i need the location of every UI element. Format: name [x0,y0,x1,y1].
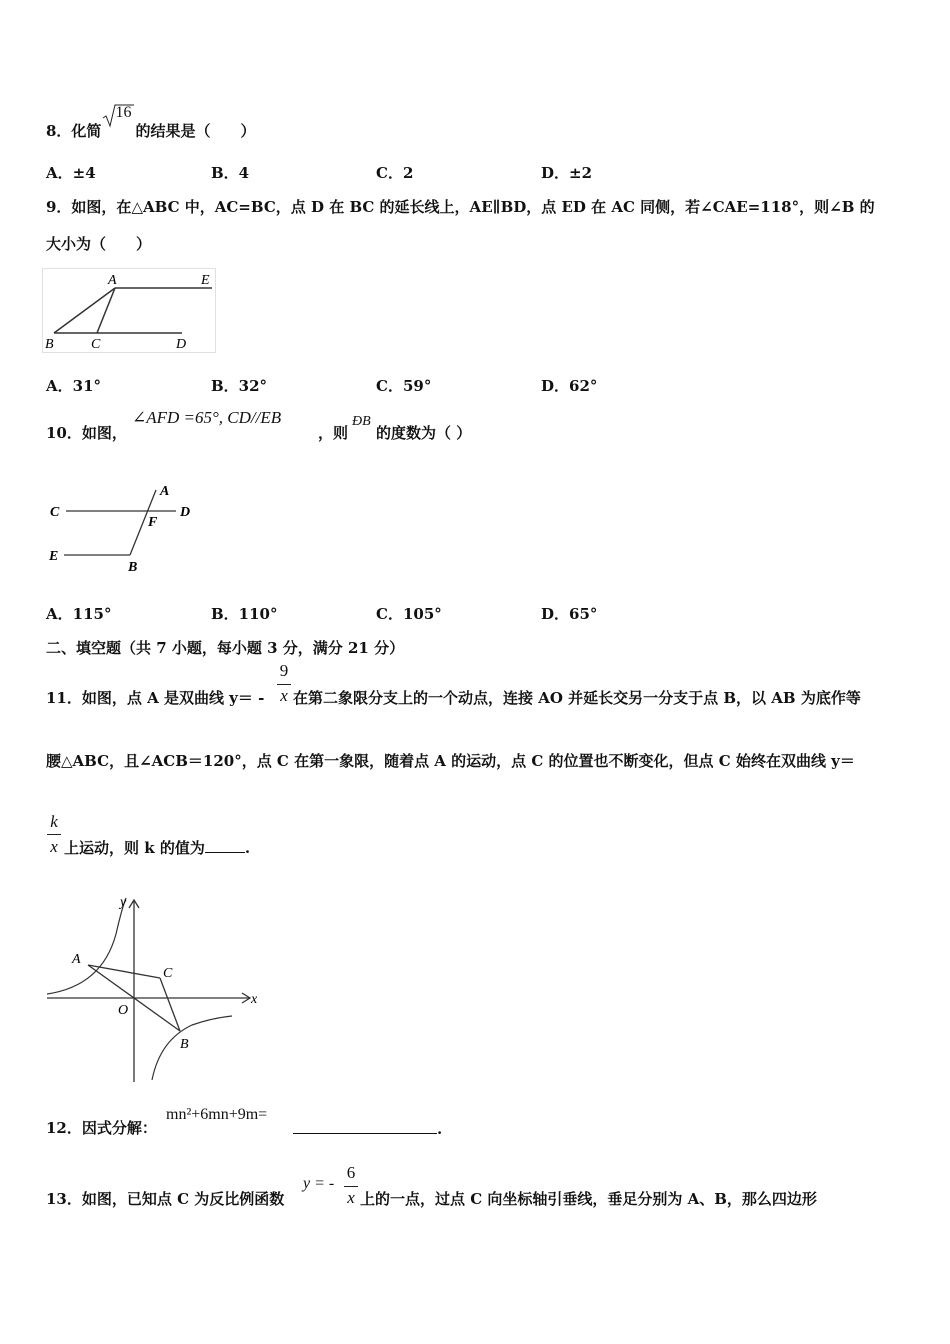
q10-label-a: A [160,484,170,499]
q11-answer-blank[interactable] [205,852,245,853]
q11-label-o: O [118,1003,129,1018]
q9-label-c: C [91,337,101,352]
q9-line2: 大小为（ ） [46,235,152,253]
q11-figure [42,890,267,1088]
q12-answer [293,1117,442,1138]
q11-line3 [64,837,250,858]
q10-label-e: E [49,549,59,564]
q10-option-d[interactable]: D．65° [541,605,598,623]
q8-sqrt [101,104,135,136]
q8-option-d[interactable]: D．±2 [541,164,593,182]
q13-y-eq: y = - [303,1175,335,1192]
q13-frac-num: 6 [346,1163,356,1182]
q10-angle-symbol: ÐB [352,414,371,429]
q11-line1-rest: 在第二象限分支上的一个动点，连接 AO 并延长交另一分支于点 B，以 AB 为底作等 [293,689,861,707]
q10-label-c: C [50,505,60,520]
q8-option-b[interactable]: B．4 [211,164,250,182]
q11-frac-num: 9 [279,661,289,680]
q11-k-num: k [50,812,58,831]
section2-title: 二、填空题（共 7 小题，每小题 3 分，满分 21 分） [46,639,405,657]
q11-label-a: A [72,952,81,967]
q9-option-a[interactable]: A．31° [46,377,102,395]
q12-expression: mn²+6mn+9m= [166,1106,268,1123]
q12-answer-blank[interactable] [293,1117,437,1134]
q13-rest: 上的一点，过点 C 向坐标轴引垂线，垂足分别为 A、B，那么四边形 [360,1190,817,1208]
q11-k-den: x [50,837,58,856]
q11-label-c: C [163,966,173,981]
q9-label-d: D [176,337,187,352]
q10-option-c[interactable]: C．105° [376,605,442,623]
q11-line3-text: 上运动，则 k 的值为 [64,839,205,857]
q11-frac-den: x [280,686,288,705]
q9-line1: 9．如图，在△ABC 中，AC=BC，点 D 在 BC 的延长线上，AE∥BD，点 ED 在 AC 同侧，若∠CAE=118°，则∠B 的 [46,198,875,216]
q10-mid: ，则 [318,424,349,442]
q10-option-a[interactable]: A．115° [46,605,112,623]
q10-label-f: F [148,515,158,530]
q13-frac-den: x [347,1188,355,1207]
q11-k-bar [47,834,61,835]
q10-option-b[interactable]: B．110° [211,605,278,623]
q9-label-b: B [45,337,54,352]
q11-line3-end: . [244,839,251,857]
q10-figure [44,478,204,578]
q8-suffix: 的结果是（ ） [135,122,256,140]
q11-prefix: 11．如图，点 A 是双曲线 y＝ - [46,689,265,707]
q9-option-b[interactable]: B．32° [211,377,268,395]
q13-prefix: 13．如图，已知点 C 为反比例函数 [46,1190,285,1208]
q8-prefix: 8．化简 [46,122,102,140]
q9-option-d[interactable]: D．62° [541,377,598,395]
q10-formula: ∠AFD =65°, CD//EB [132,408,282,427]
q12-prefix: 12．因式分解： [46,1119,157,1137]
q11-label-b: B [180,1037,189,1052]
q9-option-c[interactable]: C．59° [376,377,432,395]
q11-line2: 腰△ABC，且∠ACB＝120°，点 C 在第一象限，随着点 A 的运动，点 C 的位置也不断变化，但点 C 始终在双曲线 y＝ [46,752,855,770]
q8-option-a[interactable]: A．±4 [46,164,96,182]
q10-label-b: B [128,560,138,575]
q9-label-a: A [108,273,117,288]
q11-label-y: y [120,895,127,910]
q9-label-e: E [201,273,210,288]
q10-prefix: 10．如图， [46,424,127,442]
q10-stem [46,422,127,443]
q12-end: . [437,1120,443,1138]
q8-radicand: 16 [115,104,132,121]
q10-suffix: 的度数为（ ） [376,424,472,442]
q8-option-c[interactable]: C．2 [376,164,414,182]
q10-label-d: D [180,505,191,520]
q8-stem [46,104,256,141]
q13-frac-bar [344,1186,358,1187]
q9-figure [42,268,220,356]
q11-label-x: x [251,992,258,1007]
q11-frac-bar [277,684,291,685]
